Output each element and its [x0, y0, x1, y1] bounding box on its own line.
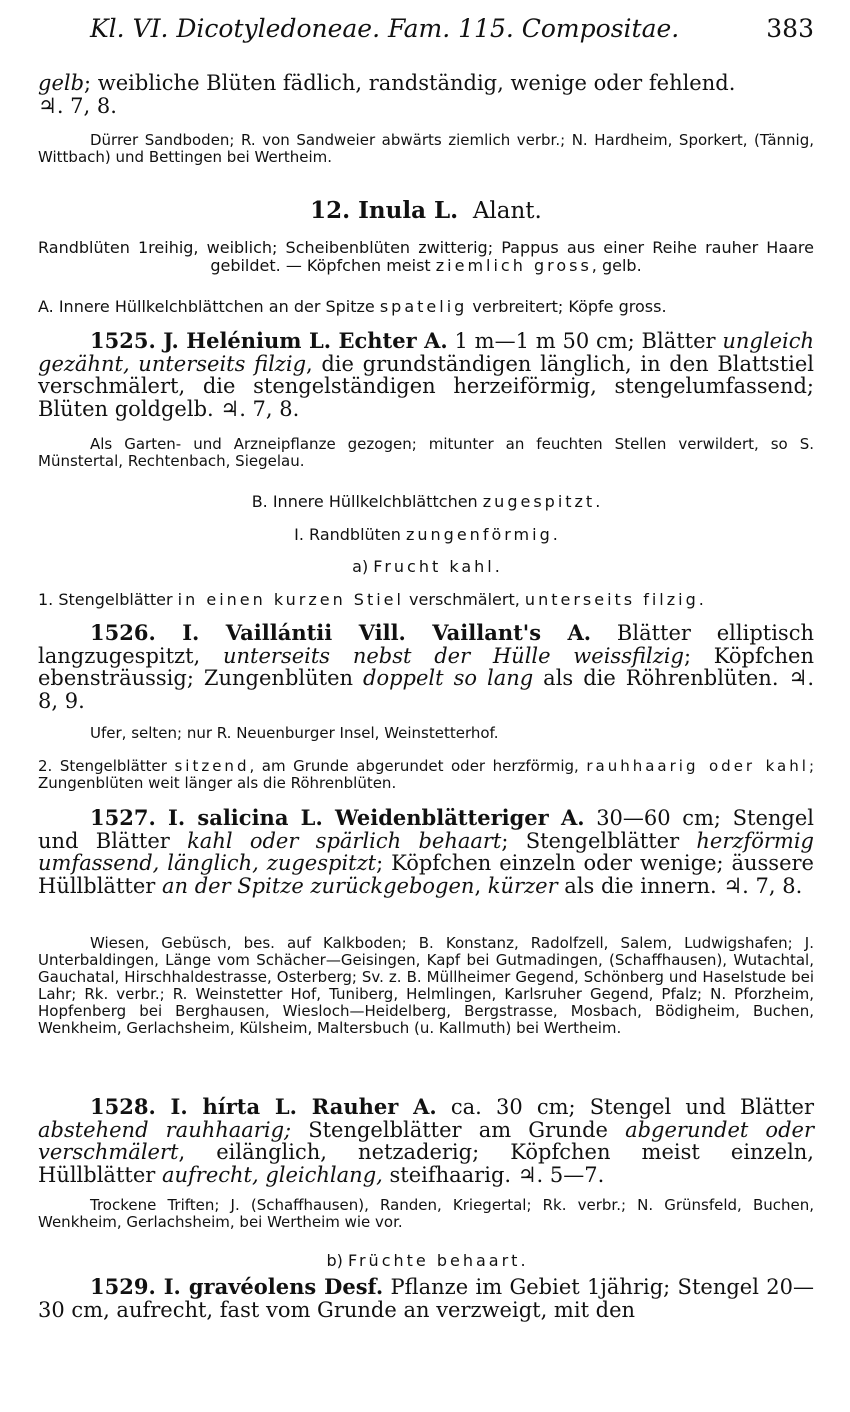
key-afruit-2: Frucht kahl — [373, 557, 495, 576]
species-1528-italic-2: abgerundet oder verschmälert — [38, 1117, 814, 1164]
key-1-4: unterseits filzig — [524, 590, 699, 609]
key-a — [38, 298, 814, 315]
species-1527-text-5: als die innern. ♃. 7, 8. — [557, 873, 803, 898]
species-1527 — [38, 807, 814, 897]
key-1-3: verschmälert, — [403, 590, 525, 609]
key-bfruit-3: . — [520, 1251, 526, 1270]
key-b-3: . — [595, 492, 601, 511]
species-1528-text-3: , eilänglich, netzaderig; Köpfchen meist einzeln, Hüllblätter — [38, 1140, 814, 1187]
species-1526-text-3: als die Röhrenblüten. ♃. 8, 9. — [38, 666, 814, 713]
species-1528-locality: Trockene Triften; J. (Schaffhausen), Randen, Kriegertal; Rk. verbr.; N. Grünsfeld, Buchen, Wenkheim, Gerlachsheim, bei Wertheim wie vor. — [38, 1196, 814, 1231]
species-1527-text-3: ; Köpfchen einzeln oder wenige; äussere Hüllblätter — [38, 851, 814, 898]
species-1526 — [38, 622, 814, 712]
header-title: Kl. VI. Dicotyledoneae. Fam. 115. Compositae. — [90, 14, 680, 43]
key-bfruit-1: b) — [326, 1251, 348, 1270]
species-1527-text-1: 30—60 cm; Stengel und Blätter — [38, 806, 814, 853]
species-1528-text-4: steifhaarig. ♃. 5—7. — [382, 1162, 605, 1187]
species-1528-name: 1528. I. hírta L. Rauher A. — [90, 1094, 437, 1119]
key-a-3: verbreitert; Köpfe gross. — [467, 297, 667, 316]
species-1525-text-1: 1 m—1 m 50 cm; Blätter — [447, 329, 723, 353]
species-1526-locality: Ufer, selten; nur R. Neuenburger Insel, Weinstetterhof. — [90, 724, 499, 742]
key-2-4: rauhhaarig oder kahl — [586, 757, 809, 775]
genus-heading — [38, 198, 814, 224]
species-1529 — [38, 1276, 814, 1321]
key-2 — [38, 758, 814, 792]
intro-text-rest: ; weibliche Blüten fädlich, randständig, wenige oder fehlend. — [84, 71, 736, 95]
species-1527-italic-1: kahl oder spärlich behaart — [187, 828, 502, 853]
genus-name: 12. Inula L. — [310, 197, 459, 224]
species-1528-text-1: ca. 30 cm; Stengel und Blätter — [436, 1095, 814, 1119]
key-i — [38, 526, 814, 543]
species-1525-name: 1525. J. Helénium L. Echter A. — [90, 328, 448, 353]
key-a-2: spatelig — [379, 297, 468, 316]
key-b-1: B. Innere Hüllkelchblättchen — [251, 492, 483, 511]
species-1526-text-1: Blätter elliptisch langzugespitzt, — [38, 621, 814, 668]
species-1527-name: 1527. I. salicina L. Weidenblätteriger A. — [90, 805, 585, 830]
species-1529-name: 1529. I. gravéolens Desf. — [90, 1274, 384, 1299]
genus-common-name: Alant. — [472, 198, 542, 224]
running-header — [38, 14, 814, 48]
species-1528 — [38, 1096, 814, 1186]
species-1527-locality: Wiesen, Gebüsch, bes. auf Kalkboden; B. Konstanz, Radolfzell, Salem, Ludwigshafen; J. Unterbaldingen, Länge vom Schächer—Geisingen, Kapf bei Gutmadingen, (Schaffhausen), Wutachtal, Gauchatal, Hirschhaldestrasse, Osterberg; Sv. z. B. Müllheimer Gegend, Schönberg und Haselstude bei Lahr; Rk. verbr.; R. Weinstetter Hof, Tuniberg, Helmlingen, Karlsruher Gegend, Pfalz; N. Pforzheim, Hopfenberg bei Berghausen, Wiesloch—Heidelberg, Bergstrasse, Mosbach, Bödigheim, Buchen, Wenkheim, Gerlachsheim, Külsheim, Maltersbuch (u. Kallmuth) bei Wertheim. — [38, 934, 814, 1037]
intro-flowering: ♃. 7, 8. — [38, 93, 117, 118]
key-2-5: ; Zungenblüten weit länger als die Röhrenblüten. — [38, 757, 814, 792]
species-1525-italic-1: ungleich gezähnt, unterseits filzig — [38, 329, 815, 376]
intro-italic: gelb — [38, 71, 85, 95]
key-b — [38, 493, 814, 510]
species-1526-text-2: ; Köpfchen ebensträussig; Zungenblüten — [38, 643, 814, 690]
species-1528-italic-3: aufrecht, gleichlang, — [161, 1162, 383, 1187]
key-1-2: in einen kurzen Stiel — [177, 590, 404, 609]
species-1525-locality: Als Garten- und Arzneipflanze gezogen; mitunter an feuchten Stellen verwildert, so S. Münstertal, Rechtenbach, Siegelau. — [38, 435, 814, 470]
key-i-1: I. Randblüten — [294, 525, 406, 544]
key-afruit-1: a) — [352, 557, 374, 576]
key-b-2: zugespitzt — [482, 492, 596, 511]
species-1527-italic-4: kürzer — [487, 873, 558, 898]
genus-desc-a: Randblüten 1reihig, weiblich; Scheibenblüten zwitterig; Pappus aus einer Reihe rauher Haare gebildet. — Köpfchen meist — [38, 238, 814, 275]
key-afruit-3: . — [494, 557, 500, 576]
genus-desc-c: , gelb. — [591, 256, 642, 275]
key-1-5: . — [698, 590, 704, 609]
key-bfruit-2: Früchte behaart — [347, 1251, 521, 1270]
key-i-3: . — [552, 525, 558, 544]
genus-description — [38, 239, 814, 275]
intro-locality: Dürrer Sandboden; R. von Sandweier abwärts ziemlich verbr.; N. Hardheim, Sporkert, (Tännig, Wittbach) und Bettingen bei Wertheim. — [38, 131, 814, 166]
key-2-1: 2. Stengelblätter — [38, 757, 175, 775]
species-1526-name: 1526. I. Vaillántii Vill. Vaillant's A. — [90, 620, 592, 645]
species-1526-italic-1: unterseits nebst der Hülle weissfilzig — [222, 643, 684, 668]
key-1-1: 1. Stengelblätter — [38, 590, 178, 609]
key-2-3: , am Grunde abgerundet oder herzförmig, — [249, 757, 587, 775]
key-b-fruit — [38, 1252, 814, 1269]
species-1527-italic-2: herzförmig umfassend, länglich, zugespitzt — [38, 828, 814, 875]
key-2-2: sitzend — [174, 757, 250, 775]
key-1 — [38, 591, 814, 608]
key-a-1: A. Innere Hüllkelchblättchen an der Spitze — [38, 297, 380, 316]
species-1525-text-2: , die grundständigen länglich, in den Blattstiel verschmälert, die stengelständigen herzeiförmig, stengelumfassend; Blüten goldgelb. ♃. 7, 8. — [38, 351, 814, 421]
species-1528-italic-1: abstehend rauhhaarig; — [38, 1117, 292, 1142]
species-1527-text-2: ; Stengelblätter — [501, 828, 697, 853]
page — [38, 0, 814, 1412]
species-1526-italic-2: doppelt so lang — [363, 666, 534, 690]
key-a-fruit — [38, 558, 814, 575]
key-i-2: zungenförmig — [406, 525, 553, 544]
species-1529-text-1: Pflanze im Gebiet 1jährig; Stengel 20—30 cm, aufrecht, fast vom Grunde an verzweigt, mit den — [38, 1275, 814, 1322]
page-number: 383 — [766, 14, 814, 43]
species-1525 — [38, 330, 814, 420]
genus-desc-b: ziemlich gross — [435, 256, 592, 275]
species-1528-text-2: Stengelblätter am Grunde — [291, 1117, 626, 1142]
intro-text — [38, 72, 814, 117]
species-1527-italic-3: an der Spitze zurückgebogen — [161, 873, 475, 898]
species-1527-text-4: , — [474, 873, 488, 898]
